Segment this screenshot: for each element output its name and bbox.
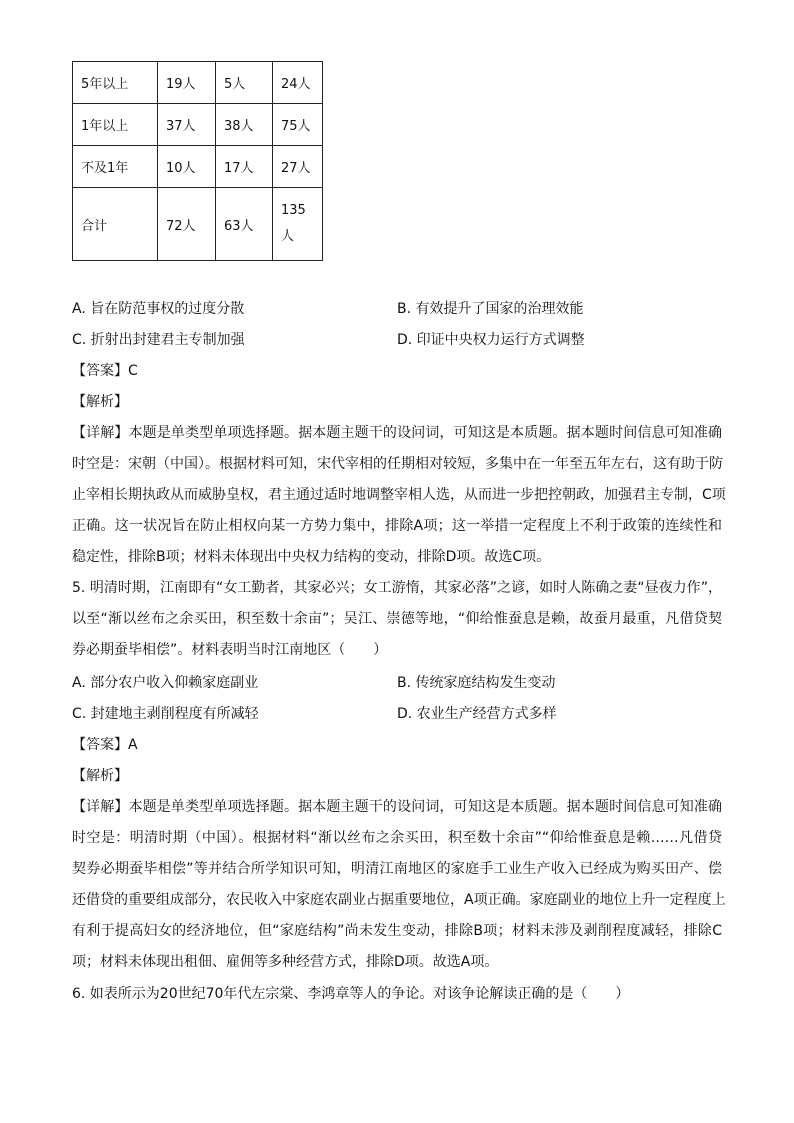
q5-analysis-line: 时空是：明清时期（中国）。根据材料“渐以丝布之余买田，积至数十余亩”“仰给惟蚕息是赖……凡借贷: [72, 830, 722, 846]
q4-answer: 【答案】C: [72, 363, 138, 379]
table-cell: 5人: [216, 62, 273, 104]
q4-analysis-line: 稳定性，排除B项；材料未体现出中央权力结构的变动，排除D项。故选C项。: [72, 549, 551, 565]
table-cell: 37人: [158, 104, 216, 146]
table-row: [73, 146, 323, 188]
table-cell: 10人: [158, 146, 216, 188]
q4-option-b: B. 有效提升了国家的治理效能: [397, 301, 584, 317]
table-row: [73, 104, 323, 146]
q4-analysis-line: 时空是：宋朝（中国）。根据材料可知，宋代宰相的任期相对较短，多集中在一年至五年左右，这有助于防: [72, 456, 723, 472]
q4-option-a: A. 旨在防范事权的过度分散: [72, 301, 245, 317]
table-row-total: [73, 188, 323, 261]
q5-option-c: C. 封建地主剥削程度有所减轻: [72, 706, 259, 722]
q4-analysis-line: 止宰相长期执政从而威胁皇权，君主通过适时地调整宰相人选，从而进一步把控朝政，加强君主专制，C项: [72, 487, 726, 503]
table-cell: 不及1年: [73, 146, 158, 188]
table-row: [73, 62, 323, 104]
table-cell: 75人: [273, 104, 323, 146]
q5-stem-line: 5. 明清时期，江南即有“女工勤者，其家必兴；女工游惰，其家必落”之谚，如时人陈确之妻“昼夜力作”，: [72, 580, 722, 596]
q5-analysis-line: 契券必期蚕毕相偿”等并结合所学知识可知，明清江南地区的家庭手工业生产收入已经成为购买田产、偿: [72, 861, 722, 877]
q5-stem-line: 以至“渐以丝布之余买田，积至数十余亩”；吴江、崇德等地，“仰给惟蚕息是赖，故蚕月最重，凡借贷契: [72, 611, 722, 627]
q4-analysis-heading: 【解析】: [72, 394, 128, 410]
q5-analysis-line: 【详解】本题是单类型单项选择题。据本题主题干的设问词，可知这是本质题。据本题时间信息可知准确: [72, 799, 722, 815]
q5-analysis-line: 有利于提高妇女的经济地位，但“家庭结构”尚未发生变动，排除B项；材料未涉及剥削程度减轻，排除C: [72, 923, 722, 939]
table-cell: 24人: [273, 62, 323, 104]
table-cell: 1年以上: [73, 104, 158, 146]
tenure-table: [72, 61, 323, 261]
q5-option-a: A. 部分农户收入仰赖家庭副业: [72, 675, 259, 691]
q5-analysis-heading: 【解析】: [72, 768, 128, 784]
q5-answer: 【答案】A: [72, 737, 138, 753]
q6-stem: 6. 如表所示为20世纪70年代左宗棠、李鸿章等人的争论。对该争论解读正确的是（ ）: [72, 986, 630, 1002]
table-cell: 72人: [158, 188, 216, 261]
q5-stem-line: 券必期蚕毕相偿”。材料表明当时江南地区（ ）: [72, 642, 388, 658]
q4-analysis-line: 正确。这一状况旨在防止相权向某一方势力集中，排除A项；这一举措一定程度上不利于政策的连续性和: [72, 518, 722, 534]
table-cell: 27人: [273, 146, 323, 188]
q5-option-b: B. 传统家庭结构发生变动: [397, 675, 556, 691]
q4-analysis-line: 【详解】本题是单类型单项选择题。据本题主题干的设问词，可知这是本质题。据本题时间信息可知准确: [72, 425, 722, 441]
table-cell: 5年以上: [73, 62, 158, 104]
q4-option-c: C. 折射出封建君主专制加强: [72, 332, 245, 348]
q5-analysis-line: 还借贷的重要组成部分，农民收入中家庭农副业占据重要地位，A项正确。家庭副业的地位上升一定程度上: [72, 892, 726, 908]
table-cell: 38人: [216, 104, 273, 146]
table-cell: 合计: [73, 188, 158, 261]
q5-analysis-line: 项；材料未体现出租佃、雇佣等多种经营方式，排除D项。故选A项。: [72, 954, 499, 970]
q5-option-d: D. 农业生产经营方式多样: [397, 706, 557, 722]
table-cell: 63人: [216, 188, 273, 261]
table-cell: 17人: [216, 146, 273, 188]
q4-option-d: D. 印证中央权力运行方式调整: [397, 332, 585, 348]
table-cell: 135 人: [273, 188, 323, 261]
table-cell: 19人: [158, 62, 216, 104]
